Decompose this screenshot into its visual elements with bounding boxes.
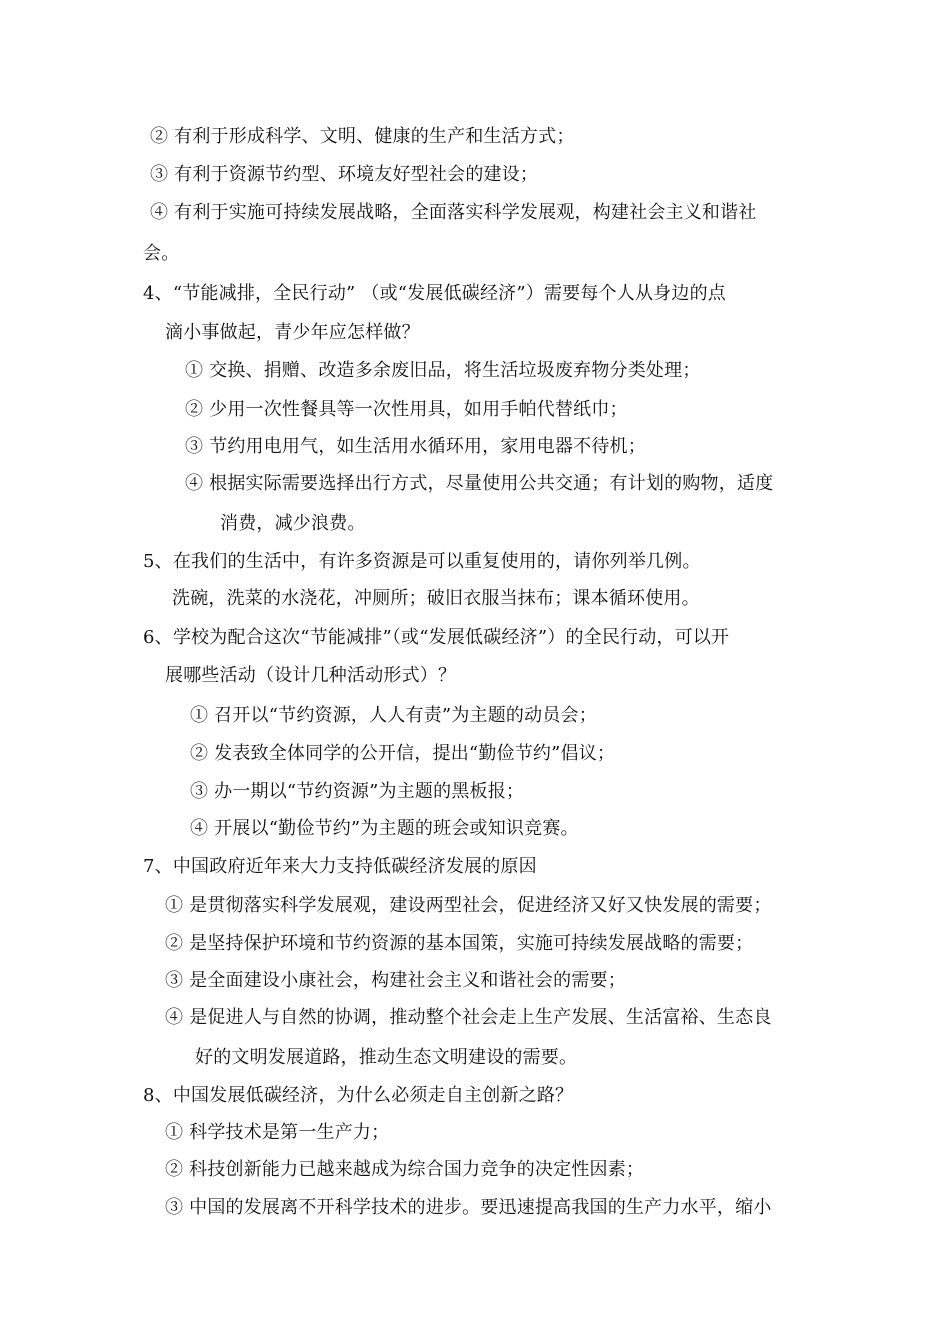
list-item: ① 是贯彻落实科学发展观，建设两型社会，促进经济又好又快发展的需要； [165,895,772,916]
list-item: ① 科学技术是第一生产力； [165,1122,390,1143]
question-heading: 展哪些活动（设计几种活动形式）？ [165,665,457,686]
list-item: ③ 是全面建设小康社会，构建社会主义和谐社会的需要； [165,970,626,991]
list-item: ② 少用一次性餐具等一次性用具，如用手帕代替纸巾； [185,399,628,420]
question-heading: 滴小事做起，青少年应怎样做？ [165,322,420,343]
list-item: ④ 根据实际需要选择出行方式，尽量使用公共交通；有计划的购物，适度 [185,473,774,494]
list-item: 消费，减少浪费。 [220,513,366,534]
list-item: ② 科技创新能力已越来越成为综合国力竞争的决定性因素； [165,1159,645,1180]
text-line: ④ 有利于实施可持续发展战略，全面落实科学发展观，构建社会主义和谐社 [150,202,757,223]
list-item: ④ 开展以“勤俭节约”为主题的班会或知识竞赛。 [190,818,579,839]
text-line: 会。 [143,243,180,264]
question-heading: 4、“节能减排，全民行动” （或“发展低碳经济”）需要每个人从身边的点 [143,283,726,304]
text-line: ② 有利于形成科学、文明、健康的生产和生活方式； [150,126,575,147]
question-heading: 6、学校为配合这次“节能减排”（或“发展低碳经济”）的全民行动，可以开 [143,627,730,648]
text-line: ③ 有利于资源节约型、环境友好型社会的建设； [150,164,539,185]
list-item: ③ 办一期以“节约资源”为主题的黑板报； [190,781,525,802]
question-heading: 7、中国政府近年来大力支持低碳经济发展的原因 [143,856,537,877]
list-item: ② 是坚持保护环境和节约资源的基本国策，实施可持续发展战略的需要； [165,933,754,954]
list-item: ③ 节约用电用气，如生活用水循环用，家用电器不待机； [185,436,646,457]
list-item: ② 发表致全体同学的公开信，提出“勤俭节约”倡议； [190,743,616,764]
question-heading: 5、在我们的生活中，有许多资源是可以重复使用的，请你列举几例。 [143,551,701,572]
list-item: ① 召开以“节约资源，人人有责”为主题的动员会； [190,705,597,726]
answer-text: 洗碗，洗菜的水浇花，冲厕所；破旧衣服当抹布；课本循环使用。 [172,588,700,609]
list-item: ④ 是促进人与自然的协调，推动整个社会走上生产发展、生活富裕、生态良 [165,1007,772,1028]
list-item: ① 交换、捐赠、改造多余废旧品，将生活垃圾废弃物分类处理； [185,360,701,381]
question-heading: 8、中国发展低碳经济，为什么必须走自主创新之路？ [143,1085,574,1106]
list-item: ③ 中国的发展离不开科学技术的进步。要迅速提高我国的生产力水平，缩小 [165,1197,772,1218]
list-item: 好的文明发展道路，推动生态文明建设的需要。 [195,1047,578,1068]
